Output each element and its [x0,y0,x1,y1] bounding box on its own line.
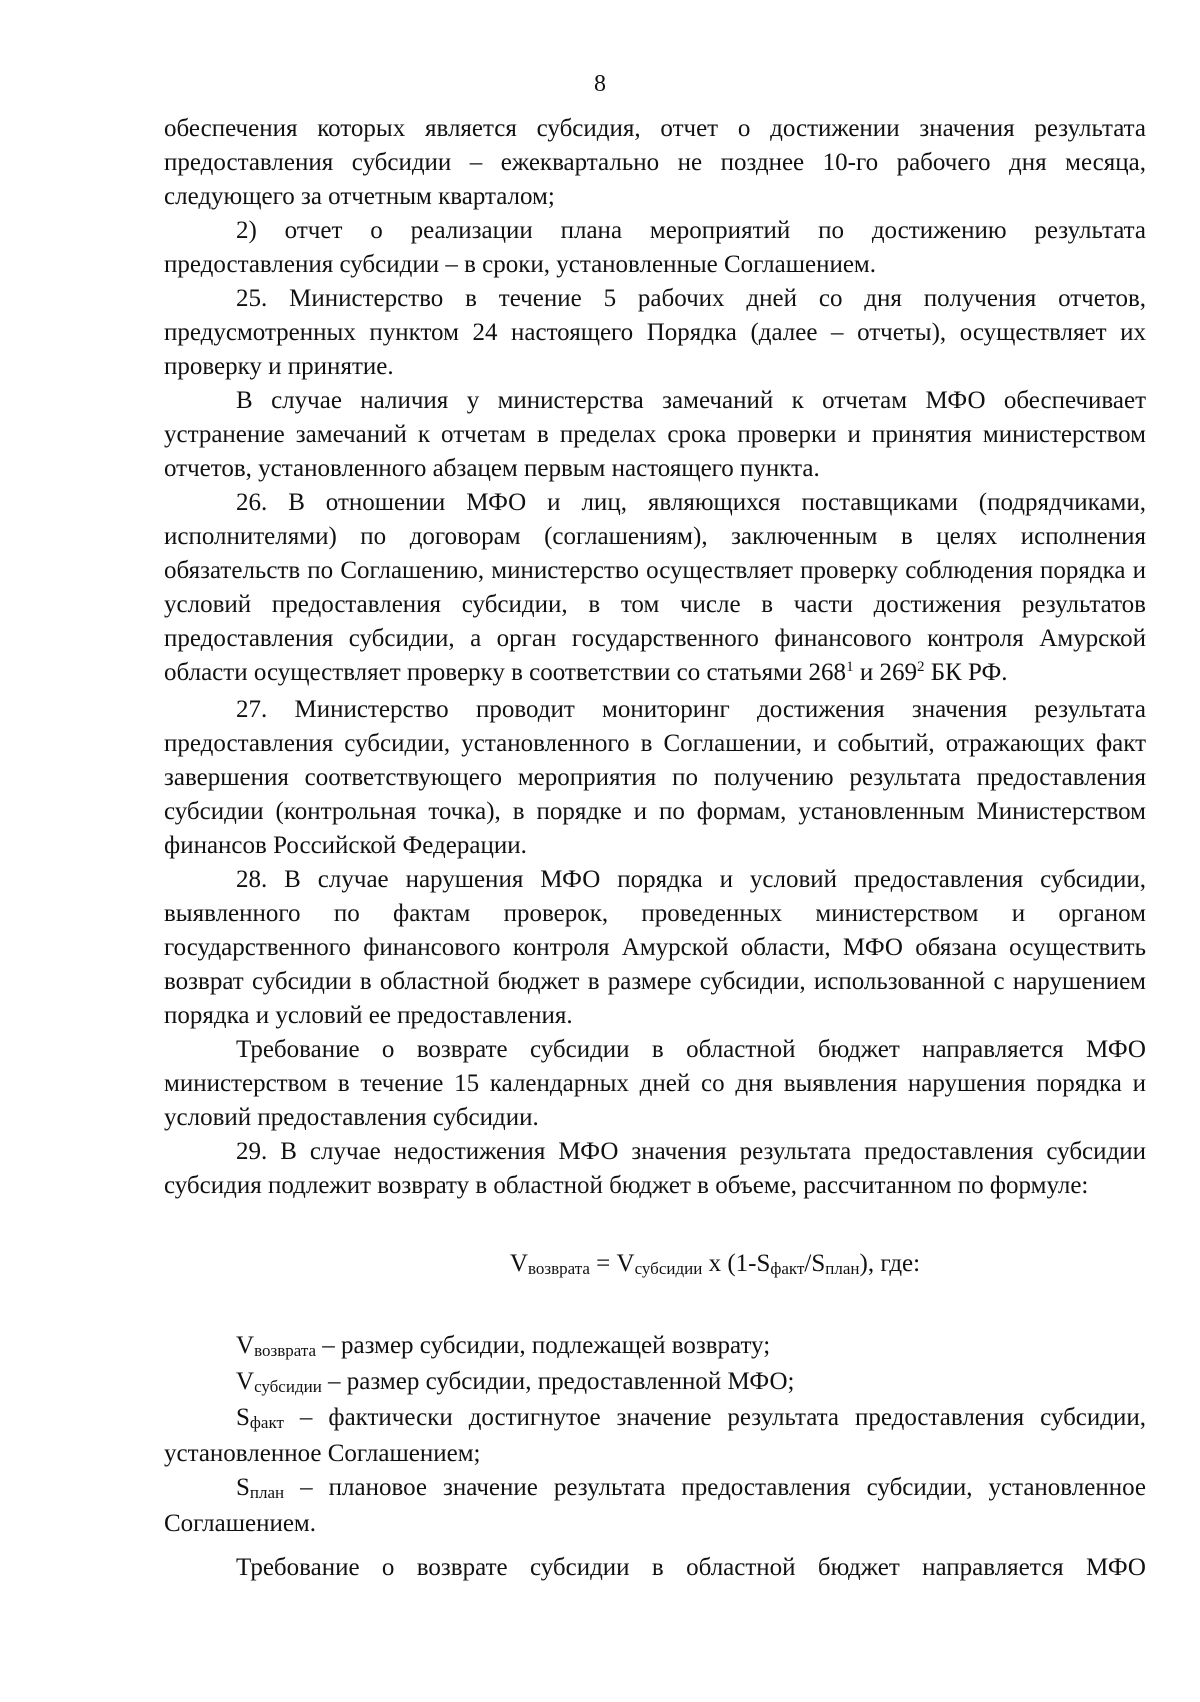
paragraph-28-requirement: Требование о возврате субсидии в областной бюджет направляется МФО министерством в течение 15 календарных дней со дня выявления нарушения порядка и условий предоставления субсидии. [164,1036,1146,1131]
paragraph-26-text-end: БК РФ. [924,659,1008,686]
spacer [164,1541,1146,1551]
formula-operator: = [589,1250,617,1277]
definition-v-vozvrata [164,1329,1146,1365]
definition-s-plan [164,1471,1146,1541]
refund-formula [164,1247,1146,1283]
definition-text: – плановое значение результата предоставления субсидии, установленное Соглашением. [164,1474,1146,1537]
formula-operator: x (1-S [702,1250,771,1277]
definition-subscript: субсидии [254,1377,322,1396]
paragraph-25: 25. Министерство в течение 5 рабочих дней со дня получения отчетов, предусмотренных пунктом 24 настоящего Порядка (далее – отчеты), осуществляет их проверку и принятие. [164,285,1146,380]
definition-s-fakt [164,1401,1146,1471]
definition-var: V [236,1368,255,1395]
paragraph-26 [164,486,1146,693]
definition-var: S [236,1474,250,1501]
paragraph-29: 29. В случае недостижения МФО значения результата предоставления субсидии субсидия подлежит возврату в областной бюджет в объеме, рассчитанном по формуле: [164,1138,1146,1199]
definition-text: – фактически достигнутое значение результата предоставления субсидии, установленное Соглашением; [164,1404,1146,1467]
page-number: 8 [594,71,606,97]
formula-var: V [616,1250,635,1277]
definition-var: V [236,1332,255,1359]
paragraph-27: 27. Министерство проводит мониторинг достижения значения результата предоставления субсидии, установленного в Соглашении, и событий, отражающих факт завершения соответствующего мероприятия по получению результата предоставления субсидии (контрольная точка), в порядке и по формам, установленным Министерством финансов Российской Федерации. [164,696,1146,859]
definition-subscript: возврата [254,1341,317,1360]
paragraph-item-2: 2) отчет о реализации плана мероприятий по достижению результата предоставления субсидии – в сроки, установленные Соглашением. [164,217,1146,278]
formula-subscript: план [825,1259,860,1278]
footnote-superscript: 2 [916,659,925,675]
paragraph-26-text: 26. В отношении МФО и лиц, являющихся поставщиками (подрядчиками, исполнителями) по договорам (соглашениям), заключенным в целях исполнения обязательств по Соглашению, министерство осуществляет проверку соблюдения порядка и условий предоставления субсидии, в том числе в части достижения результатов предоставления субсидии, а орган государственного финансового контроля Амурской области осуществляет проверку в соответствии со статьями 268 [164,489,1146,686]
paragraph-continuation: обеспечения которых является субсидия, отчет о достижении значения результата предоставления субсидии – ежеквартально не позднее 10-го рабочего дня месяца, следующего за отчетным кварталом; [164,115,1146,210]
formula-subscript: субсидии [634,1259,703,1278]
paragraph-28: 28. В случае нарушения МФО порядка и условий предоставления субсидии, выявленного по фактам проверок, проведенных министерством и органом государственного финансового контроля Амурской области, МФО обязана осуществить возврат субсидии в областной бюджет в размере субсидии, использованной с нарушением порядка и условий ее предоставления. [164,866,1146,1029]
closing-requirement: Требование о возврате субсидии в областной бюджет направляется МФО [236,1554,1146,1581]
definition-text: – размер субсидии, подлежащей возврату; [316,1332,771,1359]
definition-subscript: план [249,1483,285,1502]
definition-subscript: факт [249,1413,284,1432]
paragraph-25-remarks: В случае наличия у министерства замечаний к отчетам МФО обеспечивает устранение замечаний к отчетам в пределах срока проверки и принятия министерством отчетов, установленного абзацем первым настоящего пункта. [164,387,1146,482]
definition-text: – размер субсидии, предоставленной МФО; [321,1368,795,1395]
formula-subscript: возврата [527,1259,590,1278]
paragraph-26-text-mid: и 269 [853,659,917,686]
formula-var: V [509,1250,528,1277]
formula-subscript: факт [770,1259,805,1278]
footnote-superscript: 1 [846,659,854,675]
formula-operator: /S [804,1250,826,1277]
formula-tail: ), где: [859,1250,921,1277]
document-body [164,112,1146,1585]
definition-var: S [236,1404,250,1431]
definition-v-subsidii [164,1365,1146,1401]
